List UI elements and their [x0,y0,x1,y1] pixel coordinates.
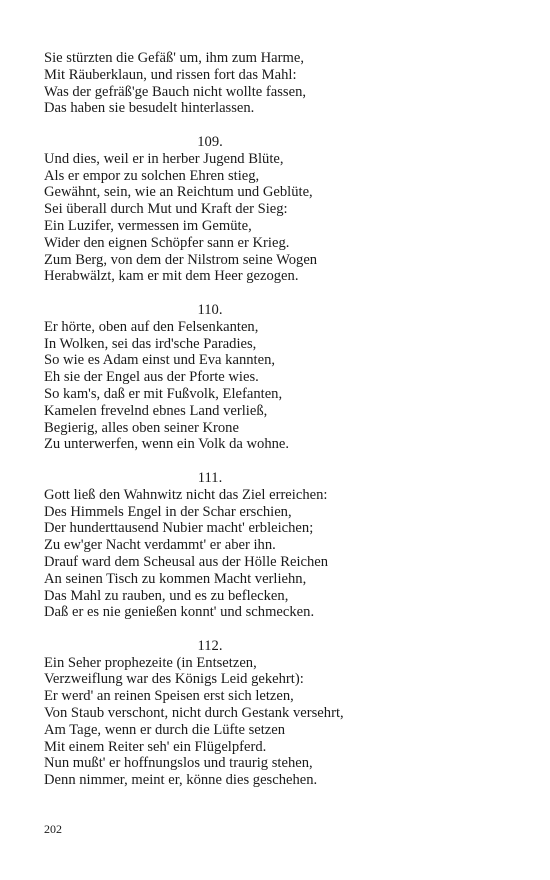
verse-line: Am Tage, wenn er durch die Lüfte setzen [44,721,286,738]
stanza-112 [44,638,376,789]
verse-line: Verzweiflung war des Königs Leid gekehrt): [44,671,304,688]
verse-line: Gott ließ den Wahnwitz nicht das Ziel erreichen: [44,486,328,503]
verse-line: Ein Seher prophezeite (in Entsetzen, [44,654,257,671]
verse-line: Zu ew'ger Nacht verdammt' er aber ihn. [44,537,276,554]
verse-line: Kamelen frevelnd ebnes Land verließ, [44,402,268,419]
verse-line: Drauf ward dem Scheusal aus der Hölle Reichen [44,553,329,570]
page-number: 202 [44,822,62,836]
verse-line: Daß er es nie genießen konnt' und schmecken. [44,604,315,621]
verse-line: Nun mußt' er hoffnungslos und traurig stehen, [44,755,313,772]
verse-line: An seinen Tisch zu kommen Macht verliehn, [44,570,307,587]
poem-text [44,50,376,789]
verse-line: Das haben sie besudelt hinterlassen. [44,100,255,117]
verse-line: Der hunderttausend Nubier macht' erbleichen; [44,520,314,537]
stanza-number: 109. [197,133,223,150]
stanza-fragment [44,50,376,117]
verse-line: Eh sie der Engel aus der Pforte wies. [44,369,259,386]
verse-line: Zu unterwerfen, wenn ein Volk da wohne. [44,436,290,453]
verse-line: Denn nimmer, meint er, könne dies geschehen. [44,772,318,789]
verse-line: So wie es Adam einst und Eva kannten, [44,352,276,369]
verse-line: Herabwälzt, kam er mit dem Heer gezogen. [44,268,299,285]
verse-line: Und dies, weil er in herber Jugend Blüte, [44,150,284,167]
verse-line: Ein Luzifer, vermessen im Gemüte, [44,217,252,234]
verse-line: Mit einem Reiter seh' ein Flügelpferd. [44,738,267,755]
verse-line: Er hörte, oben auf den Felsenkanten, [44,318,259,335]
verse-line: Zum Berg, von dem der Nilstrom seine Wogen [44,251,318,268]
verse-line: So kam's, daß er mit Fußvolk, Elefanten, [44,385,283,402]
verse-line: Von Staub verschont, nicht durch Gestank versehrt, [44,705,344,722]
verse-line: Begierig, alles oben seiner Krone [44,419,239,436]
stanza-109 [44,134,376,285]
verse-line: Sie stürzten die Gefäß' um, ihm zum Harme, [44,50,304,66]
stanza-number: 111. [197,469,223,486]
verse-line: Mit Räuberklaun, und rissen fort das Mahl: [44,66,297,83]
stanza-111 [44,470,376,621]
verse-line: Als er empor zu solchen Ehren stieg, [44,167,260,184]
verse-line: Was der gefräß'ge Bauch nicht wollte fassen, [44,83,307,100]
stanza-number: 110. [197,301,223,318]
stanza-number: 112. [197,637,223,654]
verse-line: Des Himmels Engel in der Schar erschien, [44,503,292,520]
verse-line: In Wolken, sei das ird'sche Paradies, [44,335,257,352]
verse-line: Das Mahl zu rauben, und es zu beflecken, [44,587,289,604]
verse-line: Er werd' an reinen Speisen erst sich letzen, [44,688,294,705]
verse-line: Sei überall durch Mut und Kraft der Sieg: [44,201,288,218]
stanza-110 [44,302,376,453]
verse-line: Gewähnt, sein, wie an Reichtum und Geblüte, [44,184,313,201]
verse-line: Wider den eignen Schöpfer sann er Krieg. [44,234,290,251]
